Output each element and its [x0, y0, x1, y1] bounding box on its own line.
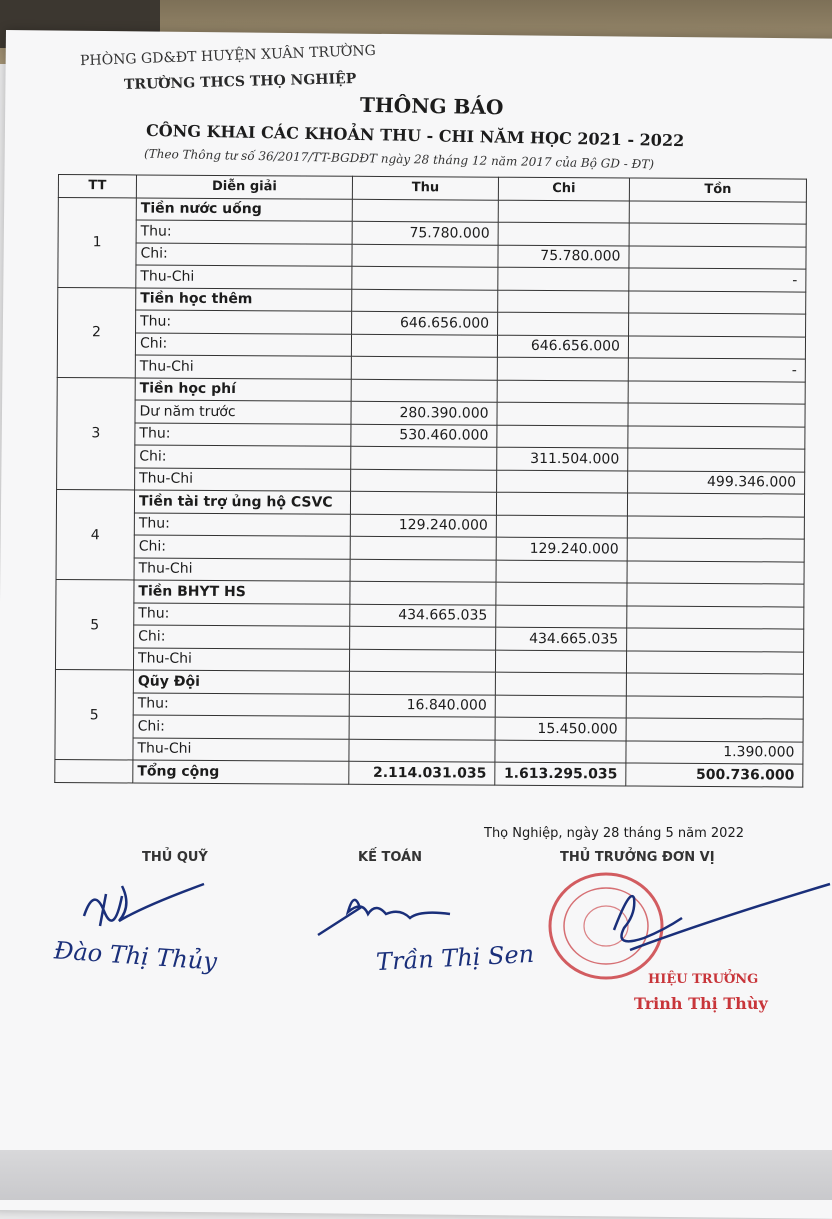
- cell-ton: [628, 448, 805, 472]
- row-label: Thu-Chi: [135, 355, 351, 379]
- row-number: 4: [56, 489, 135, 579]
- row-label: Chi:: [136, 242, 352, 266]
- cell-chi: 129.240.000: [496, 537, 627, 560]
- group-title: Tiền nước uống: [136, 197, 352, 221]
- role-head: THỦ TRƯỞNG ĐƠN VỊ: [560, 850, 715, 865]
- cell-thu: [349, 716, 495, 739]
- cell-ton: [629, 313, 806, 337]
- place-date: Thọ Nghiệp, ngày 28 tháng 5 năm 2022: [484, 826, 744, 841]
- cell-thu: 530.460.000: [351, 424, 497, 447]
- cell-thu: [350, 559, 496, 582]
- cell-thu: [351, 334, 497, 357]
- cell-chi: [497, 402, 628, 425]
- row-label: Chi:: [135, 445, 351, 469]
- header-chi: Chi: [498, 177, 629, 200]
- row-number: 5: [55, 669, 134, 759]
- header-ton: Tồn: [629, 178, 806, 202]
- total-chi: 1.613.295.035: [495, 762, 626, 785]
- row-label: Thu:: [135, 422, 351, 446]
- cell-ton: [629, 223, 806, 247]
- cell-ton: [628, 335, 805, 359]
- row-number: 2: [57, 287, 136, 377]
- total-ton: 500.736.000: [626, 763, 803, 787]
- group-title: Tiền tài trợ ủng hộ CSVC: [134, 490, 350, 514]
- cell-ton: 1.390.000: [626, 740, 803, 764]
- cell-ton: [627, 628, 804, 652]
- cell-thu: 280.390.000: [351, 401, 497, 424]
- cell-ton: [626, 695, 803, 719]
- cell-ton: [627, 538, 804, 562]
- cell-thu: [349, 649, 495, 672]
- row-label: Thu:: [136, 220, 352, 244]
- cell-thu: 129.240.000: [350, 514, 496, 537]
- cell-thu: [351, 446, 497, 469]
- treasurer-signature: [74, 876, 214, 936]
- treasurer-name: Đào Thị Thủy: [53, 936, 218, 976]
- total-thu: 2.114.031.035: [349, 761, 495, 784]
- group-title: Tiền học phí: [135, 377, 351, 401]
- cell-thu: 434.665.035: [350, 604, 496, 627]
- cell-chi: 646.656.000: [497, 335, 628, 358]
- finance-table: [54, 174, 806, 787]
- cell-ton: [627, 605, 804, 629]
- cell-ton: [627, 560, 804, 584]
- cell-chi: [497, 470, 628, 493]
- row-label: Chi:: [135, 332, 351, 356]
- row-label: Thu-Chi: [134, 557, 350, 581]
- group-title: Tiền BHYT HS: [134, 580, 350, 604]
- school-name: TRƯỜNG THCS THỌ NGHIỆP: [123, 70, 357, 94]
- row-label: Thu-Chi: [133, 647, 349, 671]
- cell-chi: [495, 695, 626, 718]
- cell-thu: [350, 626, 496, 649]
- cell-ton: -: [629, 268, 806, 292]
- cell-thu: [351, 469, 497, 492]
- table-body: [55, 197, 807, 787]
- cell-thu: [352, 244, 498, 267]
- cell-ton: [629, 245, 806, 269]
- cell-chi: 311.504.000: [497, 447, 628, 470]
- row-label: Chi:: [133, 715, 349, 739]
- cell-chi: [498, 267, 629, 290]
- page-subtitle: CÔNG KHAI CÁC KHOẢN THU - CHI NĂM HỌC 2021 - 2022: [145, 120, 685, 151]
- row-label: Thu:: [134, 602, 350, 626]
- row-label: Dư năm trước: [135, 400, 351, 424]
- cell-thu: 75.780.000: [352, 221, 498, 244]
- group-title: Qũy Đội: [133, 670, 349, 694]
- role-treasurer: THỦ QUỸ: [142, 850, 208, 865]
- role-accountant: KẾ TOÁN: [358, 850, 422, 865]
- cell-thu: 646.656.000: [352, 311, 498, 334]
- cell-chi: [496, 560, 627, 583]
- principal-name: Trinh Thị Thùy: [634, 994, 768, 1013]
- row-label: Chi:: [134, 535, 350, 559]
- row-number: 3: [57, 377, 136, 490]
- cell-chi: [495, 740, 626, 763]
- cell-ton: [626, 650, 803, 674]
- cell-chi: [495, 650, 626, 673]
- principal-title: HIỆU TRƯỞNG: [648, 972, 759, 987]
- cell-chi: [497, 425, 628, 448]
- row-label: Thu-Chi: [135, 467, 351, 491]
- cell-ton: -: [628, 358, 805, 382]
- cell-ton: [627, 515, 804, 539]
- cell-ton: [628, 403, 805, 427]
- row-label: Thu-Chi: [133, 737, 349, 761]
- cell-chi: [498, 222, 629, 245]
- row-number: 5: [55, 579, 134, 669]
- cell-chi: 434.665.035: [496, 627, 627, 650]
- legal-note: (Theo Thông tư số 36/2017/TT-BGDĐT ngày 28 tháng 12 năm 2017 của Bộ GD - ĐT): [143, 146, 655, 172]
- cell-chi: [496, 605, 627, 628]
- cell-chi: 75.780.000: [498, 245, 629, 268]
- cell-ton: [628, 425, 805, 449]
- cell-chi: 15.450.000: [495, 717, 626, 740]
- total-row: [55, 759, 803, 786]
- cell-chi: [496, 515, 627, 538]
- row-label: Chi:: [134, 625, 350, 649]
- cell-chi: [497, 357, 628, 380]
- header-description: Diễn giải: [136, 175, 352, 199]
- cell-ton: 499.346.000: [628, 470, 805, 494]
- principal-signature-stroke: [620, 880, 832, 960]
- cell-thu: [350, 536, 496, 559]
- accountant-signature: [310, 880, 460, 940]
- row-label: Thu:: [133, 692, 349, 716]
- row-label: Thu:: [134, 512, 350, 536]
- page-title: THÔNG BÁO: [359, 92, 504, 120]
- cell-thu: [352, 266, 498, 289]
- header-tt: TT: [58, 175, 136, 198]
- department-name: PHÒNG GD&ĐT HUYỆN XUÂN TRƯỜNG: [79, 42, 377, 70]
- group-title: Tiền học thêm: [136, 287, 352, 311]
- cell-ton: [626, 718, 803, 742]
- row-number: 1: [58, 197, 137, 287]
- total-label: Tổng cộng: [133, 760, 349, 784]
- row-label: Thu-Chi: [136, 265, 352, 289]
- accountant-name: Trần Thị Sen: [375, 939, 535, 977]
- cell-thu: [351, 356, 497, 379]
- row-label: Thu:: [136, 310, 352, 334]
- cell-thu: [349, 739, 495, 762]
- header-thu: Thu: [352, 176, 498, 199]
- cell-thu: 16.840.000: [349, 694, 495, 717]
- cell-chi: [498, 312, 629, 335]
